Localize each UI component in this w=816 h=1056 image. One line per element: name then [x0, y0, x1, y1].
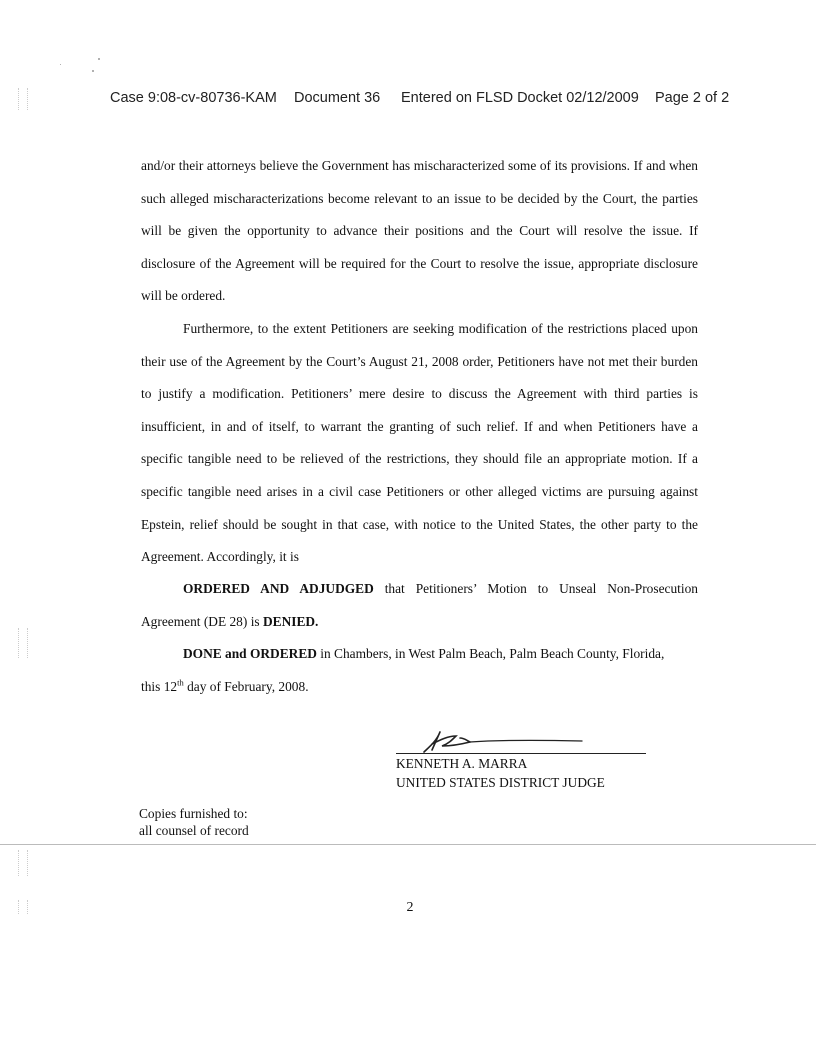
paragraph-2: Furthermore, to the extent Petitioners are seeking modification of the restrictions placed upon their use of the Agreement by the Court’s August 21, 2008 order, Petitioners have not met their burden to justify a modification. Petitioners’ mere desire to discuss the Agreement with third parties is insufficient, in and of itself, to warrant the granting of such relief. If and when Petitioners have a specific tangible need to be relieved of the restrictions, they should file an appropriate motion. If a specific tangible need arises in a civil case Petitioners or other alleged victims are pursuing against Epstein, relief should be sought in that case, with notice to the United States, the other party to the Agreement. Accordingly, it is	[141, 321, 698, 565]
judge-name: KENNETH A. MARRA	[396, 756, 528, 771]
page-indicator: Page 2 of 2	[655, 90, 730, 106]
done-ordered-label: DONE and ORDERED	[183, 646, 317, 661]
page-number: 2	[406, 900, 414, 915]
denied-label: DENIED.	[262, 613, 319, 629]
date-text-a: this 12	[141, 678, 178, 694]
signature-line	[396, 753, 646, 754]
margin-artifact	[18, 900, 28, 914]
copies-line-1: Copies furnished to:	[139, 806, 248, 821]
scan-speck	[60, 64, 61, 65]
footer-rule	[0, 844, 816, 845]
scan-speck	[92, 70, 94, 72]
case-number: Case 9:08-cv-80736-KAM	[110, 90, 277, 106]
date-text-b: day of February, 2008.	[183, 678, 309, 694]
paragraph-done	[141, 638, 698, 703]
done-text: in Chambers, in West Palm Beach, Palm Beach County, Florida,	[316, 646, 665, 661]
document-number: Document 36	[294, 90, 381, 106]
order-text: that Petitioners’ Motion to Unseal Non-Prosecution Agreement (DE 28) is	[141, 581, 698, 629]
copies-line-2: all counsel of record	[139, 823, 249, 838]
entered-date: Entered on FLSD Docket 02/12/2009	[401, 90, 639, 106]
judge-title: UNITED STATES DISTRICT JUDGE	[396, 775, 605, 790]
margin-artifact	[18, 88, 28, 110]
scan-speck	[98, 58, 100, 60]
court-header	[0, 90, 816, 110]
paragraph-order	[141, 573, 698, 638]
date-sup: th	[177, 677, 184, 688]
ordered-label: ORDERED AND ADJUDGED	[183, 581, 374, 596]
margin-artifact	[18, 850, 28, 876]
paragraph-1: and/or their attorneys believe the Government has mischaracterized some of its provisions. If and when such alleged mischaracterizations become relevant to an issue to be decided by the Court, the parties will be given the opportunity to advance their positions and the Court will resolve the issue. If disclosure of the Agreement will be required for the Court to resolve the issue, appropriate disclosure will be ordered.	[141, 158, 698, 304]
margin-artifact	[18, 628, 28, 658]
